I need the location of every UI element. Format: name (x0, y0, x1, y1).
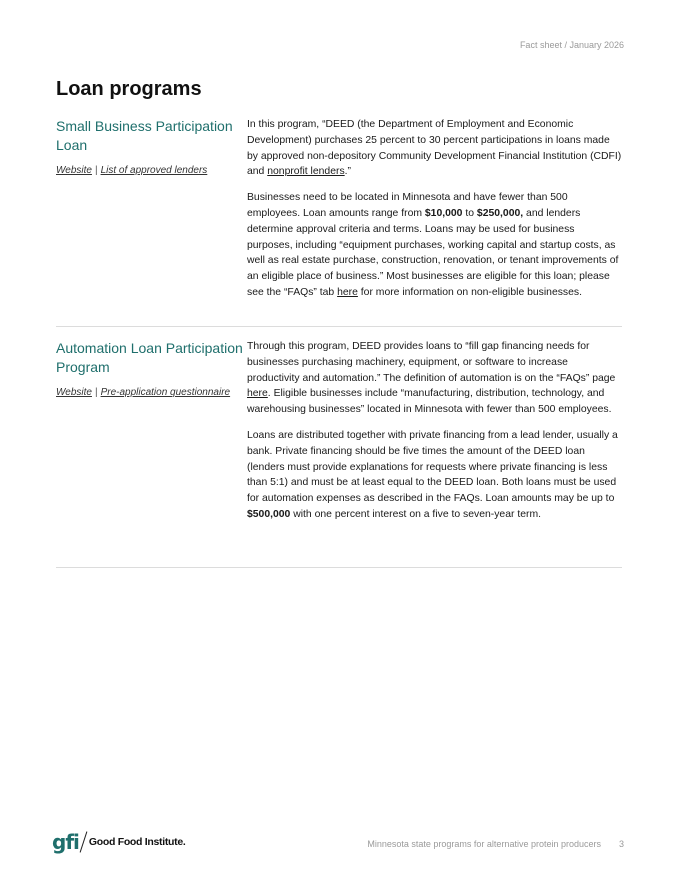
program-links (56, 386, 247, 400)
program-section-automation (56, 339, 622, 568)
program-name: Automation Loan Participation Program (56, 340, 243, 375)
text-run: Businesses need to be located in Minnesota and have fewer than 500 employees. Loan amounts range from (247, 192, 568, 219)
emphasized-amount: $500,000 (247, 508, 291, 520)
emphasized-amount: $250,000, (476, 207, 524, 219)
text-run: .” (344, 166, 351, 178)
page-number: 3 (618, 839, 624, 849)
text-run: for more information on non-eligible businesses. (357, 286, 582, 298)
text-run: with one percent interest on a five to seven-year term. (290, 508, 541, 520)
website-link[interactable]: Website (56, 165, 92, 176)
gfi-logo (52, 830, 186, 854)
logo-divider (80, 831, 88, 852)
program-sidebar (56, 117, 247, 326)
inline-link[interactable]: here (247, 388, 268, 400)
link-separator: | (94, 387, 98, 398)
pre-application-questionnaire-link[interactable]: Pre-application questionnaire (100, 387, 231, 398)
program-paragraph (247, 190, 622, 301)
page-title: Loan programs (56, 78, 202, 100)
text-run: to (462, 207, 477, 219)
link-separator: | (94, 165, 98, 176)
program-paragraph (247, 339, 622, 418)
approved-lenders-link[interactable]: List of approved lenders (100, 165, 208, 176)
text-run: and lenders determine approval criteria and terms. Loans may be used for business purposes, including “equipment purchases, working capital and startup costs, as well as real estate purchase, construction, renovation, or tenant improvements of an eligible place of business.” Most businesses are eligible for this loan; please see the “FAQs” tab (247, 207, 619, 298)
program-paragraph (247, 428, 622, 523)
program-body (247, 339, 622, 567)
program-name: Small Business Participation Loan (56, 118, 233, 153)
inline-link[interactable]: here (337, 286, 358, 298)
inline-link[interactable]: nonprofit lenders (267, 166, 345, 178)
program-sidebar (56, 339, 247, 567)
website-link[interactable]: Website (56, 387, 92, 398)
program-section-small-business (56, 117, 622, 327)
logo-mark: gfi (52, 830, 79, 854)
program-links (56, 164, 247, 178)
emphasized-amount: $10,000 (424, 207, 463, 219)
text-run: In this program, “DEED (the Department of Employment and Economic Development) purchases 25 percent to 30 percent participations in loans made by approved non-depository Community Development Financial Institution (CDFI) and (247, 119, 622, 178)
header-meta: Fact sheet / January 2026 (519, 40, 624, 50)
program-paragraph (247, 117, 622, 180)
logo-text: Good Food Institute. (88, 836, 186, 848)
text-run: . Eligible businesses include “manufacturing, distribution, technology, and warehousing businesses” located in Minnesota with fewer than 500 employees. (247, 388, 612, 416)
footer-doc-title: Minnesota state programs for alternative protein producers (367, 839, 601, 849)
text-run: Through this program, DEED provides loans to “fill gap financing needs for businesses purchasing machinery, equipment, or software to increase productivity and automation.” The definition of automation is on the “FAQs” page (247, 341, 616, 384)
text-run: Loans are distributed together with private financing from a lead lender, usually a bank. Private financing should be five times the amount of the DEED loan (lenders must provide explanations for requests where private financing is less than 5:1) and must be at least equal to the DEED loan. Both loans must be used for automation expenses as described in the FAQs. Loan amounts may be up to (247, 429, 618, 505)
program-body (247, 117, 622, 326)
